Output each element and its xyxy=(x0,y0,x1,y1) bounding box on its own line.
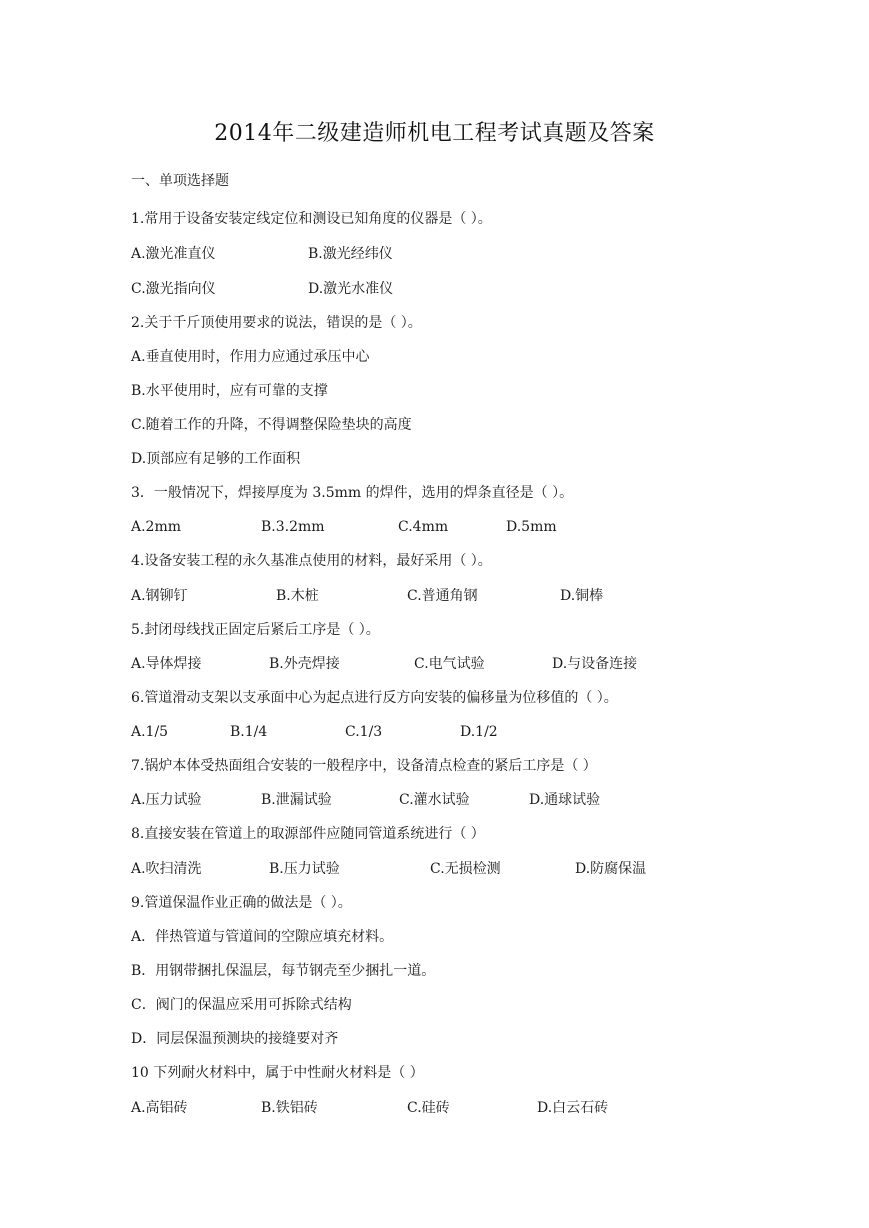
option: C.1/3 xyxy=(345,724,383,740)
option: D.激光水准仪 xyxy=(308,281,394,297)
option: A.1/5 xyxy=(131,724,169,740)
option: C.4mm xyxy=(398,519,449,535)
option: C.硅砖 xyxy=(407,1100,450,1116)
option: A.钢铆钉 xyxy=(131,588,188,604)
question-stem: 1.常用于设备安装定线定位和测设已知角度的仪器是（ ）。 xyxy=(131,211,492,227)
option: D．同层保温预测块的接缝要对齐 xyxy=(131,1031,339,1047)
option: C.激光指向仪 xyxy=(131,281,216,297)
question-stem: 3．一般情况下，焊接厚度为 3.5mm 的焊件，选用的焊条直径是（ ）。 xyxy=(131,485,574,501)
option: A.导体焊接 xyxy=(131,656,202,672)
option: A.垂直使用时，作用力应通过承压中心 xyxy=(131,349,370,365)
question-stem: 5.封闭母线找正固定后紧后工序是（ ）。 xyxy=(131,622,380,638)
section-heading: 一、单项选择题 xyxy=(131,173,229,189)
question-stem: 9.管道保温作业正确的做法是（ ）。 xyxy=(131,895,352,911)
option: B.水平使用时，应有可靠的支撑 xyxy=(131,383,328,399)
option: B.外壳焊接 xyxy=(269,656,340,672)
option: D.通球试验 xyxy=(529,792,601,808)
option: B.3.2mm xyxy=(261,519,325,535)
option: A.高铝砖 xyxy=(131,1100,188,1116)
option: A.吹扫清洗 xyxy=(131,861,202,877)
option: A.激光准直仪 xyxy=(131,246,216,262)
option: D.白云石砖 xyxy=(537,1100,609,1116)
option: D.铜棒 xyxy=(560,588,604,604)
option: A.压力试验 xyxy=(131,792,202,808)
option: D.与设备连接 xyxy=(552,656,638,672)
question-stem: 6.管道滑动支架以支承面中心为起点进行反方向安装的偏移量为位移值的（ ）。 xyxy=(131,690,618,706)
option: D.顶部应有足够的工作面积 xyxy=(131,451,301,467)
option: B.压力试验 xyxy=(269,861,340,877)
question-stem: 4.设备安装工程的永久基准点使用的材料，最好采用（ ）。 xyxy=(131,553,492,569)
option: C.灌水试验 xyxy=(399,792,470,808)
question-stem: 8.直接安装在管道上的取源部件应随同管道系统进行（ ） xyxy=(131,826,485,842)
document-title: 2014年二级建造师机电工程考试真题及答案 xyxy=(214,121,655,146)
option: D.防腐保温 xyxy=(575,861,647,877)
option: D.1/2 xyxy=(460,724,498,740)
question-stem: 10 下列耐火材料中，属于中性耐火材料是（ ） xyxy=(131,1065,424,1081)
option: C.普通角钢 xyxy=(407,588,478,604)
option: C.电气试验 xyxy=(414,656,485,672)
option: B.铁铝砖 xyxy=(261,1100,318,1116)
option: A．伴热管道与管道间的空隙应填充材料。 xyxy=(131,929,394,945)
option: B．用钢带捆扎保温层，每节钢壳至少捆扎一道。 xyxy=(131,963,436,979)
option: C.无损检测 xyxy=(430,861,501,877)
option: B.木桩 xyxy=(276,588,319,604)
option: B.泄漏试验 xyxy=(261,792,332,808)
option: B.1/4 xyxy=(230,724,268,740)
option: C．阀门的保温应采用可拆除式结构 xyxy=(131,997,352,1013)
option: D.5mm xyxy=(506,519,557,535)
option: B.激光经纬仪 xyxy=(308,246,393,262)
question-stem: 7.锅炉本体受热面组合安装的一般程序中，设备清点检查的紧后工序是（ ） xyxy=(131,758,597,774)
option: A.2mm xyxy=(131,519,182,535)
question-stem: 2.关于千斤顶使用要求的说法，错误的是（ ）。 xyxy=(131,315,422,331)
option: C.随着工作的升降，不得调整保险垫块的高度 xyxy=(131,417,412,433)
